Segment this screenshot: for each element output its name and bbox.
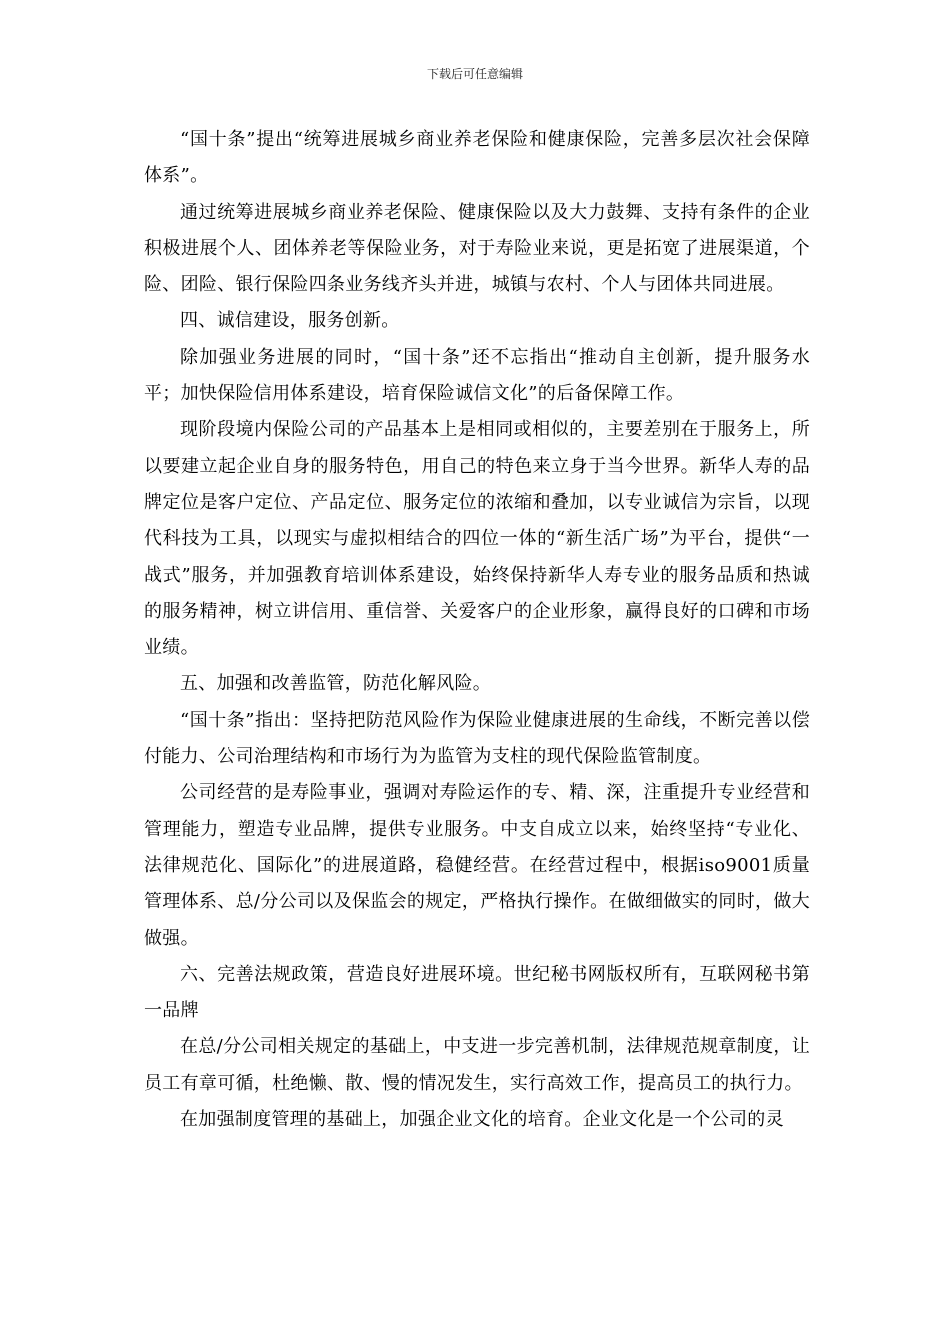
paragraph-5: “国十条”指出：坚持把防范风险作为保险业健康进展的生命线，不断完善以偿付能力、公司治理结构和市场行为为监管为支柱的现代保险监管制度。	[144, 709, 810, 768]
paragraph-1: “国十条”提出“统筹进展城乡商业养老保险和健康保险，完善多层次社会保障体系”。	[144, 129, 810, 187]
paragraph-6: 公司经营的是寿险事业，强调对寿险运作的专、精、深，注重提升专业经营和管理能力，塑造专业品牌，提供专业服务。中支自成立以来，始终坚持“专业化、法律规范化、国际化”的进展道路，稳健经营。在经营过程中，根据iso9001质量管理体系、总/分公司以及保监会的规定，严格执行操作。在做细做实的同时，做大做强。	[144, 782, 810, 949]
paragraph-2: 通过统筹进展城乡商业养老保险、健康保险以及大力鼓舞、支持有条件的企业积极进展个人、团体养老等保险业务，对于寿险业来说，更是拓宽了进展渠道，个险、团险、银行保险四条业务线齐头并进，城镇与农村、个人与团体共同进展。	[144, 201, 810, 296]
section-heading-6: 六、完善法规政策，营造良好进展环境。世纪秘书网版权所有，互联网秘书第一品牌	[144, 963, 810, 1022]
paragraph-4: 现阶段境内保险公司的产品基本上是相同或相似的，主要差别在于服务上，所以要建立起企业自身的服务特色，用自己的特色来立身于当今世界。新华人寿的品牌定位是客户定位、产品定位、服务定位的浓缩和叠加，以专业诚信为宗旨，以现代科技为工具，以现实与虚拟相结合的四位一体的“新生活广场”为平台，提供“一战式”服务，并加强教育培训体系建设，始终保持新华人寿专业的服务品质和热诚的服务精神，树立讲信用、重信誉、关爱客户的企业形象，赢得良好的口碑和市场业绩。	[144, 419, 810, 659]
section-heading-5: 五、加强和改善监管，防范化解风险。	[180, 673, 492, 695]
paragraph-7: 在总/分公司相关规定的基础上，中支进一步完善机制，法律规范规章制度，让员工有章可循，杜绝懒、散、慢的情况发生，实行高效工作，提高员工的执行力。	[144, 1036, 810, 1094]
section-heading-4: 四、诚信建设，服务创新。	[180, 310, 400, 332]
header-note: 下载后可任意编辑	[426, 67, 523, 81]
paragraph-8: 在加强制度管理的基础上，加强企业文化的培育。企业文化是一个公司的灵	[180, 1109, 784, 1131]
document-body	[144, 122, 810, 1138]
paragraph-3: 除加强业务进展的同时，“国十条”还不忘指出“推动自主创新，提升服务水平；加快保险信用体系建设，培育保险诚信文化”的后备保障工作。	[144, 346, 810, 405]
